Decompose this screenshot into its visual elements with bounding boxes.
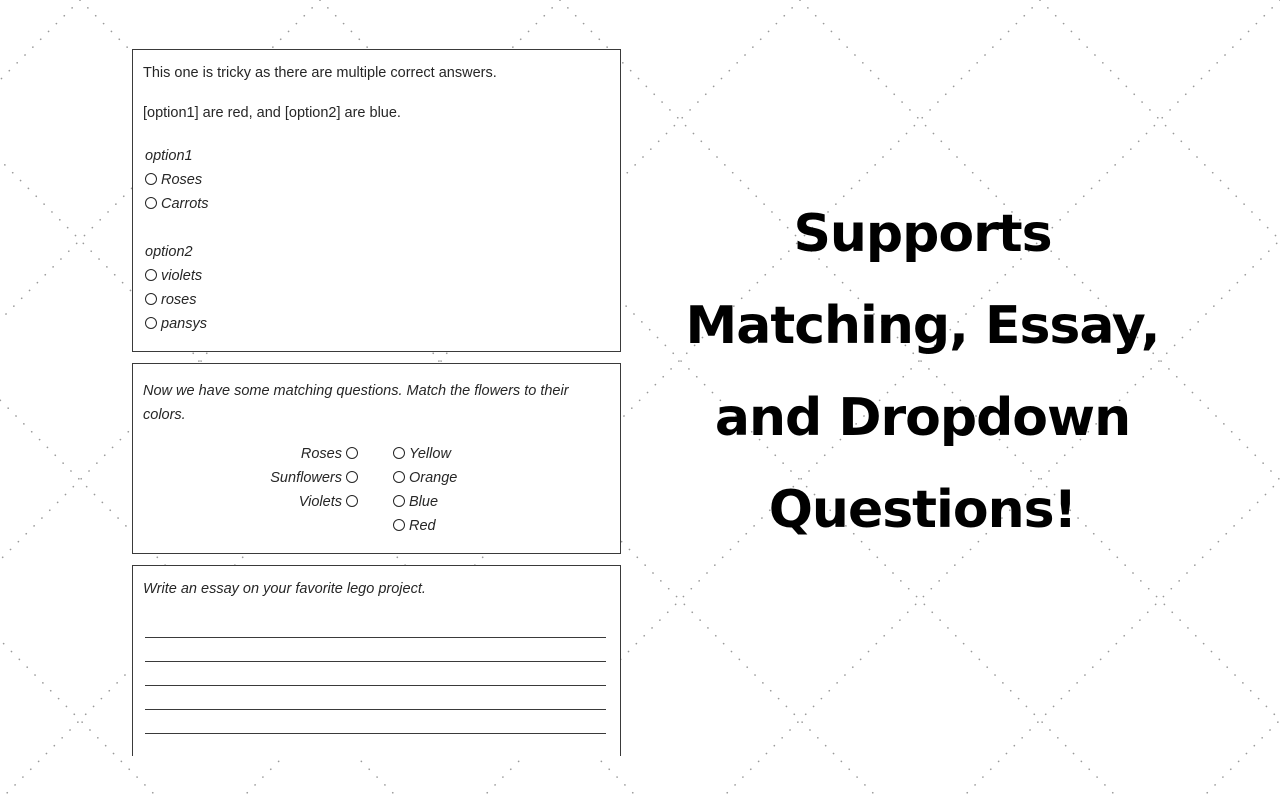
option1-choice-carrots[interactable]: Carrots — [145, 196, 209, 212]
radio-circle-icon[interactable] — [145, 173, 157, 185]
match-left-roses[interactable]: Roses — [301, 446, 358, 462]
radio-circle-icon[interactable] — [145, 197, 157, 209]
match-right-yellow[interactable]: Yellow — [393, 446, 451, 462]
match-left-sunflowers[interactable]: Sunflowers — [270, 470, 358, 486]
radio-circle-icon[interactable] — [145, 317, 157, 329]
matching-question-card — [132, 363, 621, 554]
essay-question-card — [132, 565, 621, 756]
option2-choice-pansys[interactable]: pansys — [145, 316, 207, 332]
headline-line-1: Supports — [793, 204, 1052, 264]
option1-choice-roses[interactable]: Roses — [145, 172, 202, 188]
essay-answer-area[interactable] — [133, 626, 620, 746]
radio-circle-icon[interactable] — [346, 495, 358, 507]
headline-line-3: and Dropdown — [714, 388, 1131, 448]
essay-answer-line — [145, 685, 606, 686]
match-right-orange[interactable]: Orange — [393, 470, 457, 486]
essay-prompt-text: Write an essay on your favorite lego project. — [143, 581, 426, 597]
radio-circle-icon[interactable] — [145, 269, 157, 281]
match-right-blue[interactable]: Blue — [393, 494, 438, 510]
headline-line-2: Matching, Essay, — [685, 296, 1160, 356]
radio-circle-icon[interactable] — [346, 447, 358, 459]
question-intro-text: This one is tricky as there are multiple correct answers. — [143, 65, 497, 81]
radio-circle-icon[interactable] — [393, 519, 405, 531]
essay-answer-line — [145, 661, 606, 662]
radio-circle-icon[interactable] — [393, 471, 405, 483]
question-prompt-text: [option1] are red, and [option2] are blue. — [143, 105, 401, 121]
radio-circle-icon[interactable] — [346, 471, 358, 483]
match-left-violets[interactable]: Violets — [299, 494, 358, 510]
essay-answer-line — [145, 733, 606, 734]
matching-prompt-text: Now we have some matching questions. Match the flowers to their colors. — [143, 383, 569, 423]
feature-headline — [650, 188, 1195, 556]
match-right-red[interactable]: Red — [393, 518, 436, 534]
radio-circle-icon[interactable] — [393, 447, 405, 459]
option2-group-label: option2 — [145, 244, 193, 260]
option1-group-label: option1 — [145, 148, 193, 164]
radio-circle-icon[interactable] — [393, 495, 405, 507]
essay-answer-line — [145, 637, 606, 638]
headline-line-4: Questions! — [768, 480, 1077, 540]
option2-choice-roses[interactable]: roses — [145, 292, 196, 308]
option2-choice-violets[interactable]: violets — [145, 268, 202, 284]
essay-answer-line — [145, 709, 606, 710]
radio-circle-icon[interactable] — [145, 293, 157, 305]
multiple-answer-question-card — [132, 49, 621, 352]
